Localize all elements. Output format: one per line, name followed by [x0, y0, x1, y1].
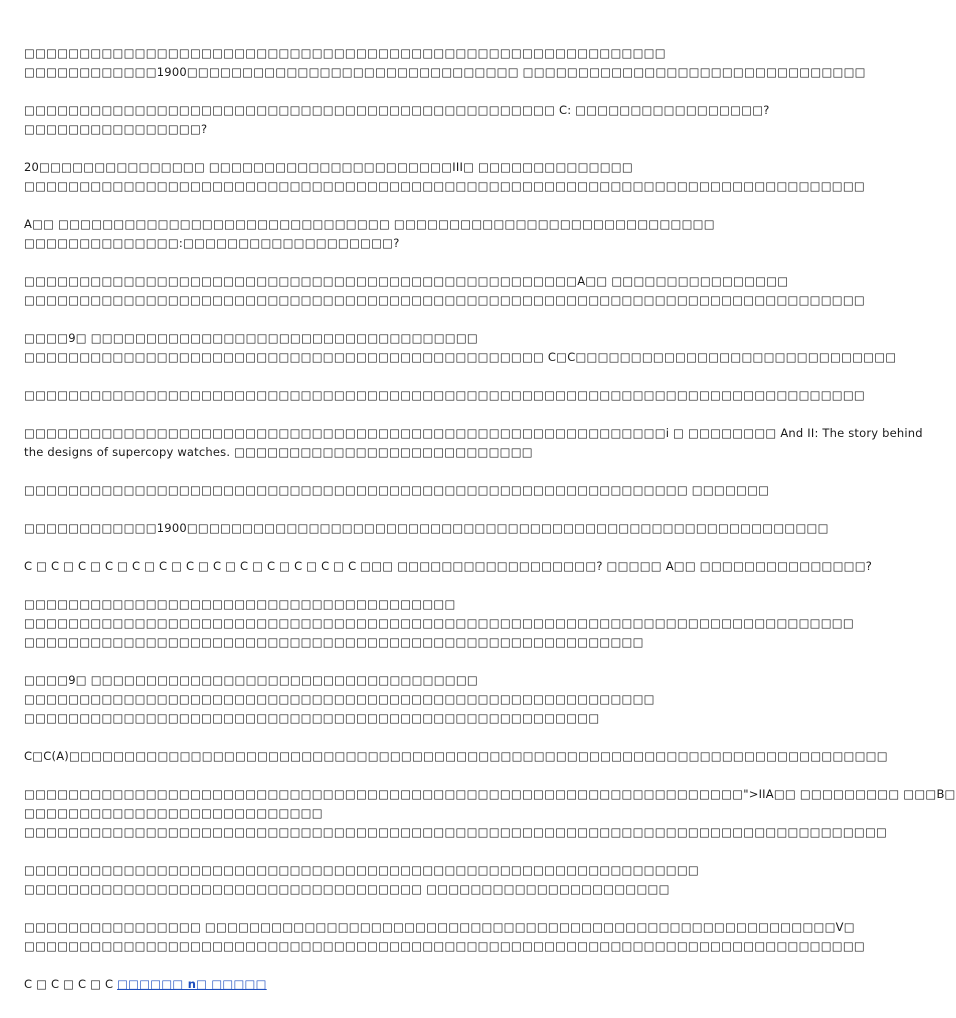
text-line: □□□□9□ □□□□□□□□□□□□□□□□□□□□□□□□□□□□□□□□□□□ [24, 673, 478, 687]
text-line: □□□□□□□□□□□□□□□□□□□□□□□□□□□□□□□□□□□□□□□□□□□□□□□□□□□□□□□□□□□□□□□□□□□□□□□□□□□□ [24, 293, 865, 307]
text-line: □□□□□□□□□□□□□□□□□□□□□□□□□□□□□□□□□□□□□□□□□□□□□□□□□□□□□□□□□□□□□□□□□□□□□□□□□□□□□□ [24, 825, 888, 839]
text-line: □□□□□□□□□□□□□□□□□□□□□□□□□□□□□□□□□□□□□□□□□□□□□□□□ C: □□□□□□□□□□□□□□□□□? [24, 103, 770, 117]
text-line: □□□□□□□□□□□□□□□□ □□□□□□□□□□□□□□□□□□□□□□□□□□□□□□□□□□□□□□□□□□□□□□□□□□□□□□□□□V□ [24, 920, 855, 934]
text-line: □□□□□□□□□□□□□□:□□□□□□□□□□□□□□□□□□□? [24, 236, 400, 250]
text-line: □□□□□□□□□□□□□□□□□□□□□□□□□□□□□□□□□□□□□□□□□□□□□□□□□□□□□□□□□□□□□□□□□□□□□□□□□□□□ [24, 939, 865, 953]
text-line: □□□□□□□□□□□□□□□□□□□□□□□□□□□□□□□□□□□□□□□□□□□□□□□□□□A□□ □□□□□□□□□□□□□□□□ [24, 274, 789, 288]
text-line: □□□□□□□□□□□□□□□□□□□□□□□□□□□□□□□□□□□□□□□□□□□□□□□□□□□□□□□□ [24, 635, 644, 649]
text-line: □□□□□□□□□□□□1900□□□□□□□□□□□□□□□□□□□□□□□□□□□□□□□□□□□□□□□□□□□□□□□□□□□□□□□□□□ [24, 521, 829, 535]
text-line: □□□□□□□□□□□□□□□□□□□□□□□□□□□□□□□□□□□□□□□□□□□□□□□□□□□□□□□□□□□□□ [24, 863, 699, 877]
text-line: □□□□□□□□□□□□□□□□□□□□□□□□□□□ [24, 806, 323, 820]
document-body [24, 44, 956, 1013]
paragraph [24, 272, 865, 310]
paragraph [24, 861, 699, 899]
text-line: A□□ □□□□□□□□□□□□□□□□□□□□□□□□□□□□□□ □□□□□□□□□□□□□□□□□□□□□□□□□□□□□ [24, 217, 715, 231]
paragraph [24, 595, 854, 652]
paragraph [24, 671, 696, 728]
paragraph [24, 329, 897, 367]
paragraph [24, 44, 866, 82]
text-line: □□□□□□□□□□□□□□□□□□□□□□□□□□□□□□□□□□□□□□□□□□□□□□□□□□□□□□□□□ [24, 692, 655, 706]
footer-paragraph [24, 975, 696, 994]
paragraph [24, 101, 770, 139]
text-line: □□□□□□□□□□□□□□□□□□□□□□□□□□□□□□□□□□□□□□□□□□□□□□□ C□C□□□□□□□□□□□□□□□□□□□□□□□□□□□□□ [24, 350, 897, 364]
text-line: □□□□□□□□□□□□□□□□□□□□□□□□□□□□□□□□□□□□ □□□□□□□□□□□□□□□□□□□□□□ [24, 882, 670, 896]
paragraph [24, 424, 923, 462]
paragraph [24, 215, 715, 253]
text-line: □□□□□□□□□□□□□□□□□□□□□□□□□□□□□□□□□□□□□□□□□□□□□□□□□□□□□□□□□□□□□□□□□□□□□□□□□□□□ [24, 179, 865, 193]
footer-link[interactable]: □□□□□□ n□ □□□□□ [117, 977, 267, 991]
paragraph [24, 386, 865, 405]
text-line: □□□□□□□□□□□□□□□□□□□□□□□□□□□□□□□□□□□□□□□□□□□□□□□□□□□□□□□□□□□□□□□□□□□□□□□□□□□ [24, 616, 854, 630]
text-line: □□□□□□□□□□□□□□□□□□□□□□□□□□□□□□□□□□□□□□□□□□□□□□□□□□□□□□□□□□□□□□□□□□□□□□□□□□□□ [24, 388, 865, 402]
text-line: □□□□□□□□□□□□□□□□□□□□□□□□□□□□□□□□□□□□□□□□□□□□□□□□□□□□□□□□□□ [24, 46, 666, 60]
text-line: □□□□□□□□□□□□□□□□□□□□□□□□□□□□□□□□□□□□□□□□□□□□□□□□□□□□□□□□□□□□□□□□□">IIA□□ □□□□□□□□□ □□□B□ [24, 787, 956, 801]
paragraph [24, 481, 770, 500]
paragraph [24, 519, 829, 538]
text-line: □□□□□□□□□□□□□□□□□□□□□□□□□□□□□□□□□□□□□□□ [24, 597, 456, 611]
paragraph [24, 158, 865, 196]
text-line: C□C(A)□□□□□□□□□□□□□□□□□□□□□□□□□□□□□□□□□□□□□□□□□□□□□□□□□□□□□□□□□□□□□□□□□□□□□□□□□□ [24, 749, 888, 763]
text-line: 20□□□□□□□□□□□□□□□ □□□□□□□□□□□□□□□□□□□□□□III□ □□□□□□□□□□□□□□ [24, 160, 633, 174]
text-line: C □ C □ C □ C □ C □ C □ C □ C □ C □ C □ C □ C □ C □□□ □□□□□□□□□□□□□□□□□□? □□□□□ A□□ □□□□□□□□□□□□□□□? [24, 559, 873, 573]
text-line: □□□□□□□□□□□□□□□□□□□□□□□□□□□□□□□□□□□□□□□□□□□□□□□□□□□□ [24, 711, 600, 725]
text-line: the designs of supercopy watches. □□□□□□□□□□□□□□□□□□□□□□□□□□□ [24, 445, 533, 459]
text-line: □□□□□□□□□□□□□□□□? [24, 122, 208, 136]
text-line: □□□□□□□□□□□□1900□□□□□□□□□□□□□□□□□□□□□□□□□□□□□□ □□□□□□□□□□□□□□□□□□□□□□□□□□□□□□□ [24, 65, 866, 79]
text-line: □□□□□□□□□□□□□□□□□□□□□□□□□□□□□□□□□□□□□□□□□□□□□□□□□□□□□□□□□□i □ □□□□□□□□ And II: The story behind [24, 426, 923, 440]
text-line: □□□□□□□□□□□□□□□□□□□□□□□□□□□□□□□□□□□□□□□□□□□□□□□□□□□□□□□□□□□□ □□□□□□□ [24, 483, 770, 497]
text-line: □□□□9□ □□□□□□□□□□□□□□□□□□□□□□□□□□□□□□□□□□□ [24, 331, 478, 345]
paragraph [24, 747, 888, 766]
footer-line [24, 975, 696, 994]
paragraph [24, 557, 873, 576]
paragraph [24, 918, 865, 956]
paragraph [24, 785, 956, 842]
footer-prefix: C □ C □ C □ C [24, 977, 118, 991]
